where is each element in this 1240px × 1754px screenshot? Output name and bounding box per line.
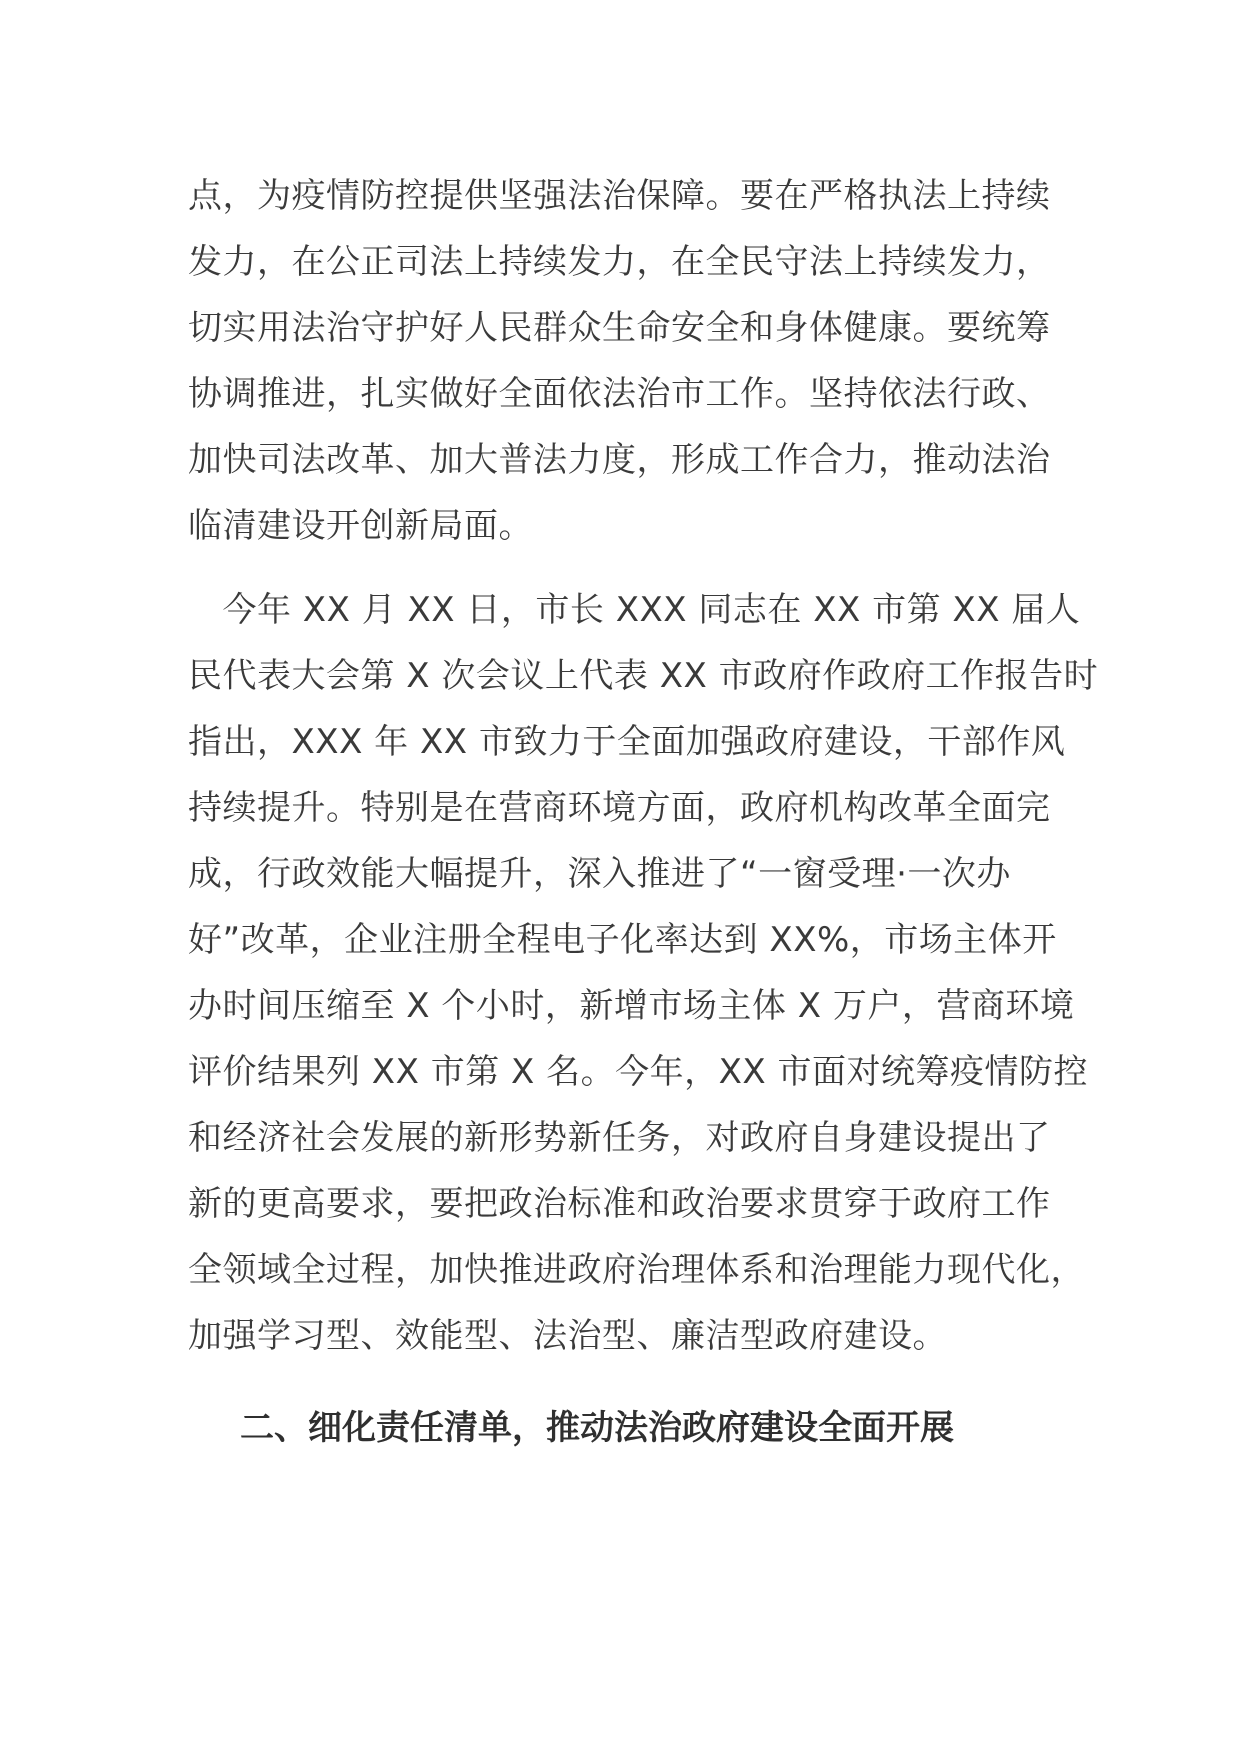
- paragraph-line: 指出，XXX 年 XX 市致力于全面加强政府建设，干部作风: [188, 722, 1066, 762]
- paragraph-line: 办时间压缩至 X 个小时，新增市场主体 X 万户，营商环境: [188, 986, 1075, 1026]
- paragraph-line: 发力，在公正司法上持续发力，在全民守法上持续发力，: [188, 242, 1051, 282]
- paragraph-line: 持续提升。特别是在营商环境方面，政府机构改革全面完: [188, 788, 1051, 828]
- paragraph-line: 全领域全过程，加快推进政府治理体系和治理能力现代化，: [188, 1250, 1085, 1290]
- paragraph-line: 加强学习型、效能型、法治型、廉洁型政府建设。: [188, 1316, 947, 1356]
- paragraph-line: 好”改革，企业注册全程电子化率达到 XX%，市场主体开: [188, 920, 1057, 960]
- paragraph-line: 今年 XX 月 XX 日，市长 XXX 同志在 XX 市第 XX 届人: [188, 590, 1081, 630]
- paragraph-line: 评价结果列 XX 市第 X 名。今年，XX 市面对统筹疫情防控: [188, 1052, 1088, 1092]
- paragraph-line: 点，为疫情防控提供坚强法治保障。要在严格执法上持续: [188, 176, 1051, 216]
- paragraph-line: 民代表大会第 X 次会议上代表 XX 市政府作政府工作报告时: [188, 656, 1099, 696]
- section-heading: 二、细化责任清单，推动法治政府建设全面开展: [240, 1408, 954, 1448]
- paragraph-1: [188, 163, 1068, 559]
- paragraph-line: 成，行政效能大幅提升，深入推进了“一窗受理·一次办: [188, 854, 1011, 894]
- paragraph-line: 和经济社会发展的新形势新任务，对政府自身建设提出了: [188, 1118, 1051, 1158]
- paragraph-2: [188, 577, 1099, 1369]
- paragraph-line: 切实用法治守护好人民群众生命安全和身体健康。要统筹: [188, 308, 1051, 348]
- paragraph-line: 新的更高要求，要把政治标准和政治要求贯穿于政府工作: [188, 1184, 1051, 1224]
- paragraph-line: 加快司法改革、加大普法力度，形成工作合力，推动法治: [188, 440, 1051, 480]
- paragraph-line: 临清建设开创新局面。: [188, 506, 533, 546]
- paragraph-line: 协调推进，扎实做好全面依法治市工作。坚持依法行政、: [188, 374, 1051, 414]
